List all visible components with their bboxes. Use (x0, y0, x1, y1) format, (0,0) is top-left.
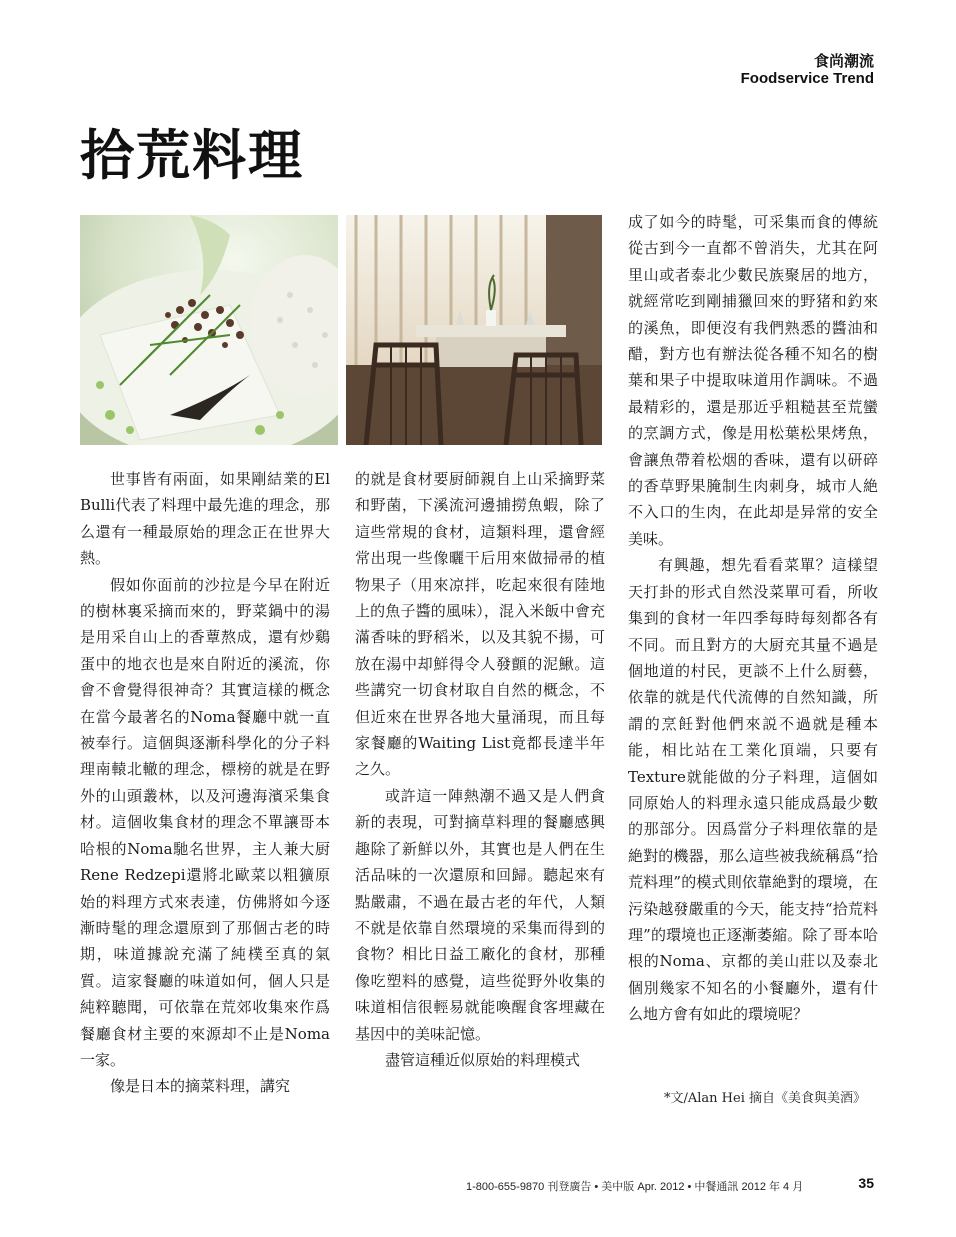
article-column-1 (80, 466, 330, 1100)
author-credit: *文/Alan Hei 摘自《美食與美酒》 (664, 1091, 867, 1106)
paragraph: 盡管這種近似原始的料理模式 (385, 1050, 581, 1069)
article-title: 拾荒料理 (80, 123, 304, 187)
paragraph: 像是日本的摘菜料理，講究 (110, 1077, 291, 1096)
paragraph: 有興趣，想先看看菜單？這樣望天打卦的形式自然没菜單可看，所收集到的食材一年四季每時每刻都各有不同。而且對方的大厨充其量不過是個地道的村民，更談不上什么厨藝，依靠的就是代代流傳的自然知識，所謂的烹飪對他們來説不過就是種本能，相比站在工業化頂端，只要有Texture就能做的分子料理，這個如同原始人的料理永遠只能成爲最少數的那部分。因爲當分子料理依靠的是絶對的機器，那么這些被我統稱爲“拾荒料理”的模式則依靠絶對的環境，在污染越發嚴重的今天，能支持“拾荒料理”的環境也正逐漸萎縮。除了哥本哈根的Noma、京都的美山莊以及泰北個別幾家不知名的小餐廳外，還有什么地方會有如此的環境呢？ (628, 556, 878, 1024)
paragraph: 或許這一陣熱潮不過又是人們貪新的表現，可對摘草料理的餐廳感興趣除了新鮮以外，其實也是人們在生活品味的一次還原和回歸。聽起來有點嚴肅，不過在最古老的年代，人類不就是依靠自然環境的采集而得到的食物？相比日益工廠化的食材，那種像吃塑料的感覺，這些從野外收集的味道相信很輕易就能喚醒食客埋藏在基因中的美味記憶。 (355, 786, 605, 1043)
paragraph-continued: 成了如今的時髦，可采集而食的傳統從古到今一直都不曾消失，尤其在阿里山或者泰北少數民族聚居的地方，就經常吃到剛捕獵回來的野猪和釣來的溪魚，即便沒有我們熟悉的醬油和醋，對方也有辦法從各種不知名的樹葉和果子中提取味道用作調味。不過最精彩的，還是那近乎粗糙甚至荒蠻的烹調方式，像是用松葉松果烤魚，會讓魚帶着松烟的香味，還有以研碎的香草野果腌制生肉刺身，城市人絶不入口的生肉，在此却是异常的安全美味。 (628, 213, 878, 548)
footer-info: 1-800-655-9870 刊登廣告 • 美中版 Apr. 2012 • 中餐通訊 2012 年 4 月 (466, 1181, 804, 1193)
section-label-zh: 食尚潮流 (813, 52, 874, 70)
paragraph-continued: 的就是食材要厨師親自上山采摘野菜和野菌，下溪流河邊捕撈魚蝦，除了這些常規的食材，這類料理，還會經常出現一些像曬干后用來做掃帚的植物果子（用來凉拌，吃起來很有陸地上的魚子醬的風味），混入米飯中會充滿香味的野稻米，以及其貌不揚，可放在湯中却鮮得令人發顫的泥鰍。這些講究一切食材取自自然的概念，不但近來在世界各地大量涌現，而且每家餐廳的Waiting List竟都長達半年之久。 (355, 470, 605, 779)
article-column-3 (628, 209, 878, 1028)
food-photo (80, 215, 338, 445)
restaurant-photo (346, 215, 602, 445)
page-number: 35 (858, 1175, 874, 1191)
paragraph: 假如你面前的沙拉是今早在附近的樹林裏采摘而來的，野菜鍋中的湯是用采自山上的香蕈熬成，還有炒鷄蛋中的地衣也是來自附近的溪流，你會不會覺得很神奇？其實這樣的概念在當今最著名的Noma餐廳中就一直被奉行。這個與逐漸科學化的分子料理南轅北轍的理念，標榜的就是在野外的山頭叢林，以及河邊海濱采集食材。這個收集食材的理念不單讓哥本哈根的Noma馳名世界，主人兼大厨Rene Redzepi還將北歐菜以粗獷原始的料理方式來表達，仿佛將如今逐漸時髦的理念還原到了那個古老的時期，味道據說充滿了純樸至真的氣質。這家餐廳的味道如何，個人只是純粹聽聞，可依靠在荒郊收集來作爲餐廳食材主要的來源却不止是Noma一家。 (80, 575, 330, 1069)
section-label-en: Foodservice Trend (740, 70, 874, 87)
paragraph: 世事皆有兩面，如果剛結業的El Bulli代表了料理中最先進的理念，那么還有一種最原始的理念正在世界大熱。 (80, 470, 330, 568)
article-column-2 (355, 466, 605, 1073)
